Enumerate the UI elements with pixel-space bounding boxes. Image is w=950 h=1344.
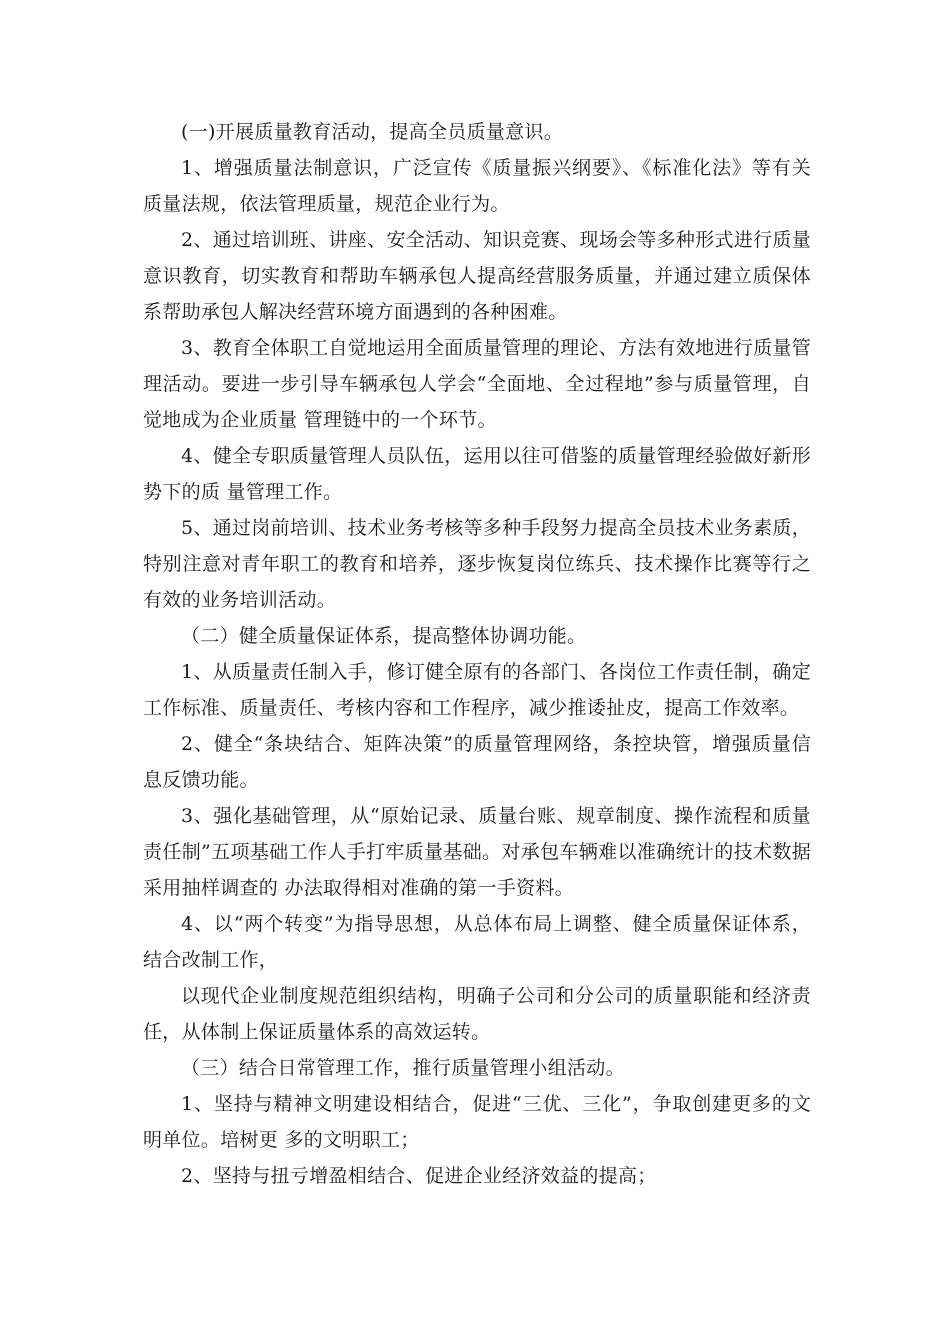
paragraph: 1、坚持与精神文明建设相结合，促进“三优、三化”，争取创建更多的文明单位。培树更 多的文明职工； xyxy=(143,1093,811,1151)
paragraph: 3、教育全体职工自觉地运用全面质量管理的理论、方法有效地进行质量管理活动。要进一步引导车辆承包人学会“全面地、全过程地”参与质量管理，自觉地成为企业质量 管理链中的一个环节。 xyxy=(143,337,811,431)
paragraph: 2、通过培训班、讲座、安全活动、知识竞赛、现场会等多种形式进行质量意识教育，切实教育和帮助车辆承包人提高经营服务质量，并通过建立质保体系帮助承包人解决经营环境方面遇到的各种困难。 xyxy=(143,229,811,323)
paragraph: 1、增强质量法制意识，广泛宣传《质量振兴纲要》、《标准化法》等有关质量法规，依法管理质量，规范企业行为。 xyxy=(143,157,811,215)
paragraph: 1、从质量责任制入手，修订健全原有的各部门、各岗位工作责任制，确定工作标准、质量责任、考核内容和工作程序，减少推诿扯皮，提高工作效率。 xyxy=(143,661,811,719)
paragraph: 4、以“两个转变”为指导思想，从总体布局上调整、健全质量保证体系，结合改制工作， xyxy=(143,913,811,971)
paragraph: 5、通过岗前培训、技术业务考核等多种手段努力提高全员技术业务素质，特别注意对青年职工的教育和培养，逐步恢复岗位练兵、技术操作比赛等行之有效的业务培训活动。 xyxy=(143,517,811,611)
paragraph: 以现代企业制度规范组织结构，明确子公司和分公司的质量职能和经济责任，从体制上保证质量体系的高效运转。 xyxy=(143,985,811,1043)
section-heading-2: （二）健全质量保证体系，提高整体协调功能。 xyxy=(181,625,587,647)
paragraph: 4、健全专职质量管理人员队伍，运用以往可借鉴的质量管理经验做好新形势下的质 量管理工作。 xyxy=(143,445,811,503)
document-body xyxy=(143,114,811,1194)
section-heading-1: (一)开展质量教育活动，提高全员质量意识。 xyxy=(181,121,564,143)
paragraph: 2、健全“条块结合、矩阵决策”的质量管理网络，条控块管，增强质量信息反馈功能。 xyxy=(143,733,811,791)
paragraph: 3、强化基础管理，从“原始记录、质量台账、规章制度、操作流程和质量责任制”五项基础工作人手打牢质量基础。对承包车辆难以准确统计的技术数据采用抽样调查的 办法取得相对准确的第一手资料。 xyxy=(143,805,811,899)
section-heading-3: （三）结合日常管理工作，推行质量管理小组活动。 xyxy=(181,1057,625,1079)
paragraph: 2、坚持与扭亏增盈相结合、促进企业经济效益的提高； xyxy=(181,1165,657,1187)
